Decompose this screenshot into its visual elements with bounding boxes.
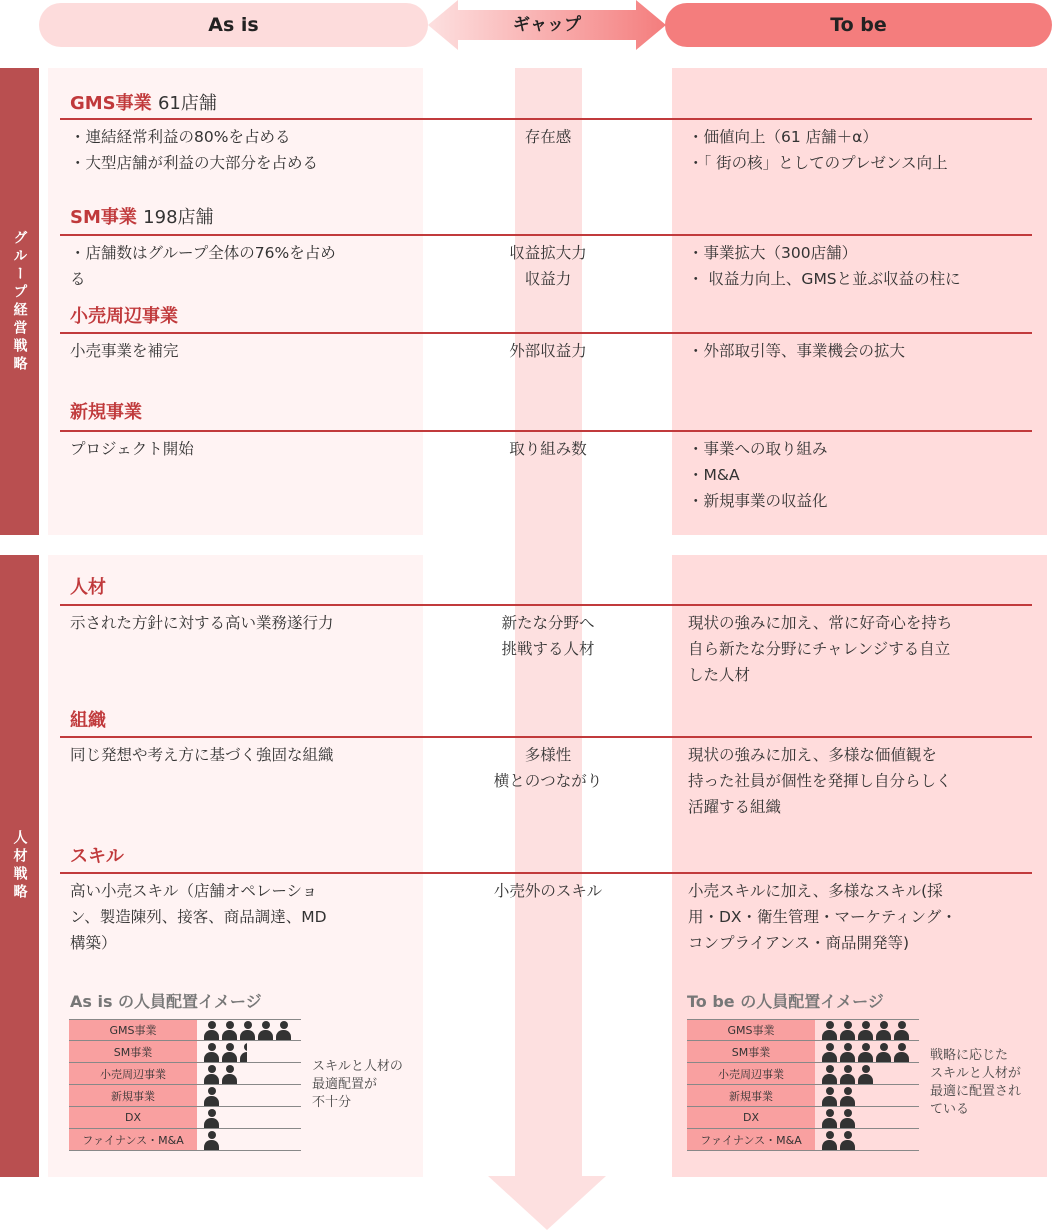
as-is-text: ・連結経常利益の80%を占める ・大型店舗が利益の大部分を占める — [70, 128, 319, 172]
staffing-row: ファイナンス・M&A — [687, 1129, 919, 1151]
row-divider — [60, 604, 1032, 606]
person-icon — [840, 1130, 855, 1150]
gap-text: 新たな分野へ 挑戦する人材 — [501, 614, 595, 658]
as-is-staffing-note: スキルと人材の 最適配置が 不十分 — [312, 1059, 403, 1110]
as-is-text: 示された方針に対する高い業務遂行力 — [70, 614, 334, 632]
person-icon — [222, 1042, 237, 1062]
person-half-icon — [240, 1042, 247, 1062]
to-be-header: To be — [665, 3, 1052, 47]
row-heading: 新規事業 — [70, 402, 142, 423]
as-is-header: As is — [39, 3, 428, 47]
sidebar-hr-strategy: 人材戦略 — [0, 555, 39, 1177]
person-icon — [258, 1020, 273, 1040]
gap-header: ギャップ — [513, 15, 581, 35]
person-icon — [840, 1020, 855, 1040]
person-icon — [840, 1086, 855, 1106]
row-heading: 組織 — [70, 710, 106, 731]
row-heading: 小売周辺事業 — [70, 306, 178, 327]
staffing-row: SM事業 — [69, 1041, 301, 1063]
person-icon — [822, 1130, 837, 1150]
row-heading: SM事業 198店舗 — [70, 207, 214, 228]
row-heading: 人材 — [70, 577, 106, 598]
person-icon — [822, 1086, 837, 1106]
to-be-text: ・事業拡大（300店舗） ・ 収益力向上、GMSと並ぶ収益の柱に — [688, 244, 961, 288]
row-heading: スキル — [70, 846, 124, 867]
person-icon — [876, 1020, 891, 1040]
person-icon — [204, 1064, 219, 1084]
staffing-row: GMS事業 — [687, 1019, 919, 1041]
person-icon — [876, 1042, 891, 1062]
person-icon — [204, 1130, 219, 1150]
person-icon — [222, 1064, 237, 1084]
as-is-staffing-title: As is の人員配置イメージ — [70, 992, 262, 1011]
to-be-text: 現状の強みに加え、多様な価値観を 持った社員が個性を発揮し自分らしく 活躍する組織 — [688, 746, 952, 816]
gap-text: 小売外のスキル — [493, 882, 603, 900]
as-is-staffing-table — [69, 1019, 301, 1151]
gap-text: 存在感 — [524, 128, 572, 146]
to-be-staffing-title: To be の人員配置イメージ — [687, 992, 884, 1011]
row-divider — [60, 234, 1032, 236]
person-icon — [822, 1064, 837, 1084]
to-be-staffing-table — [687, 1019, 919, 1151]
row-divider — [60, 332, 1032, 334]
to-be-text: ・価値向上（61 店舗＋α） ・「 街の核」としてのプレゼンス向上 — [688, 128, 948, 172]
to-be-staffing-note: 戦略に応じた スキルと人材が 最適に配置され ている — [930, 1048, 1022, 1117]
person-icon — [840, 1064, 855, 1084]
as-is-text: 小売事業を補完 — [70, 342, 179, 360]
row-divider — [60, 736, 1032, 738]
person-icon — [204, 1020, 219, 1040]
person-icon — [858, 1064, 873, 1084]
to-be-text: ・事業への取り組み ・M&A ・新規事業の収益化 — [688, 440, 828, 510]
person-icon — [276, 1020, 291, 1040]
as-is-text: 高い小売スキル（店舗オペレーショ ン、製造陳列、接客、商品調達、MD 構築） — [70, 882, 327, 952]
gap-text: 外部収益力 — [509, 342, 587, 360]
gap-text: 多様性 横とのつながり — [493, 746, 603, 790]
person-icon — [822, 1042, 837, 1062]
gap-text: 収益拡大力 収益力 — [509, 244, 587, 288]
staffing-row: DX — [69, 1107, 301, 1129]
row-heading: GMS事業 61店舗 — [70, 93, 217, 114]
person-icon — [858, 1020, 873, 1040]
person-icon — [222, 1020, 237, 1040]
to-be-text: ・外部取引等、事業機会の拡大 — [688, 342, 906, 360]
staffing-row: 新規事業 — [69, 1085, 301, 1107]
person-icon — [204, 1042, 219, 1062]
staffing-row: 小売周辺事業 — [687, 1063, 919, 1085]
to-be-text: 現状の強みに加え、常に好奇心を持ち 自ら新たな分野にチャレンジする自立 した人材 — [688, 614, 953, 684]
person-icon — [204, 1086, 219, 1106]
person-icon — [822, 1020, 837, 1040]
staffing-row: SM事業 — [687, 1041, 919, 1063]
person-icon — [240, 1020, 255, 1040]
row-divider — [60, 430, 1032, 432]
sidebar-group-strategy: グループ経営戦略 — [0, 68, 39, 535]
person-icon — [894, 1020, 909, 1040]
person-icon — [894, 1042, 909, 1062]
person-icon — [204, 1108, 219, 1128]
person-icon — [858, 1042, 873, 1062]
row-divider — [60, 118, 1032, 120]
row-divider — [60, 872, 1032, 874]
as-is-text: プロジェクト開始 — [70, 440, 194, 458]
person-icon — [822, 1108, 837, 1128]
staffing-row: GMS事業 — [69, 1019, 301, 1041]
person-icon — [840, 1108, 855, 1128]
staffing-row: 新規事業 — [687, 1085, 919, 1107]
person-icon — [840, 1042, 855, 1062]
staffing-row: 小売周辺事業 — [69, 1063, 301, 1085]
staffing-row: ファイナンス・M&A — [69, 1129, 301, 1151]
to-be-text: 小売スキルに加え、多様なスキル(採 用・DX・衛生管理・マーケティング・ コンプライアンス・商品開発等) — [688, 882, 957, 952]
as-is-text: ・店舗数はグループ全体の76%を占め る — [70, 244, 336, 288]
gap-text: 取り組み数 — [509, 440, 587, 458]
staffing-row: DX — [687, 1107, 919, 1129]
as-is-text: 同じ発想や考え方に基づく強固な組織 — [70, 746, 334, 764]
